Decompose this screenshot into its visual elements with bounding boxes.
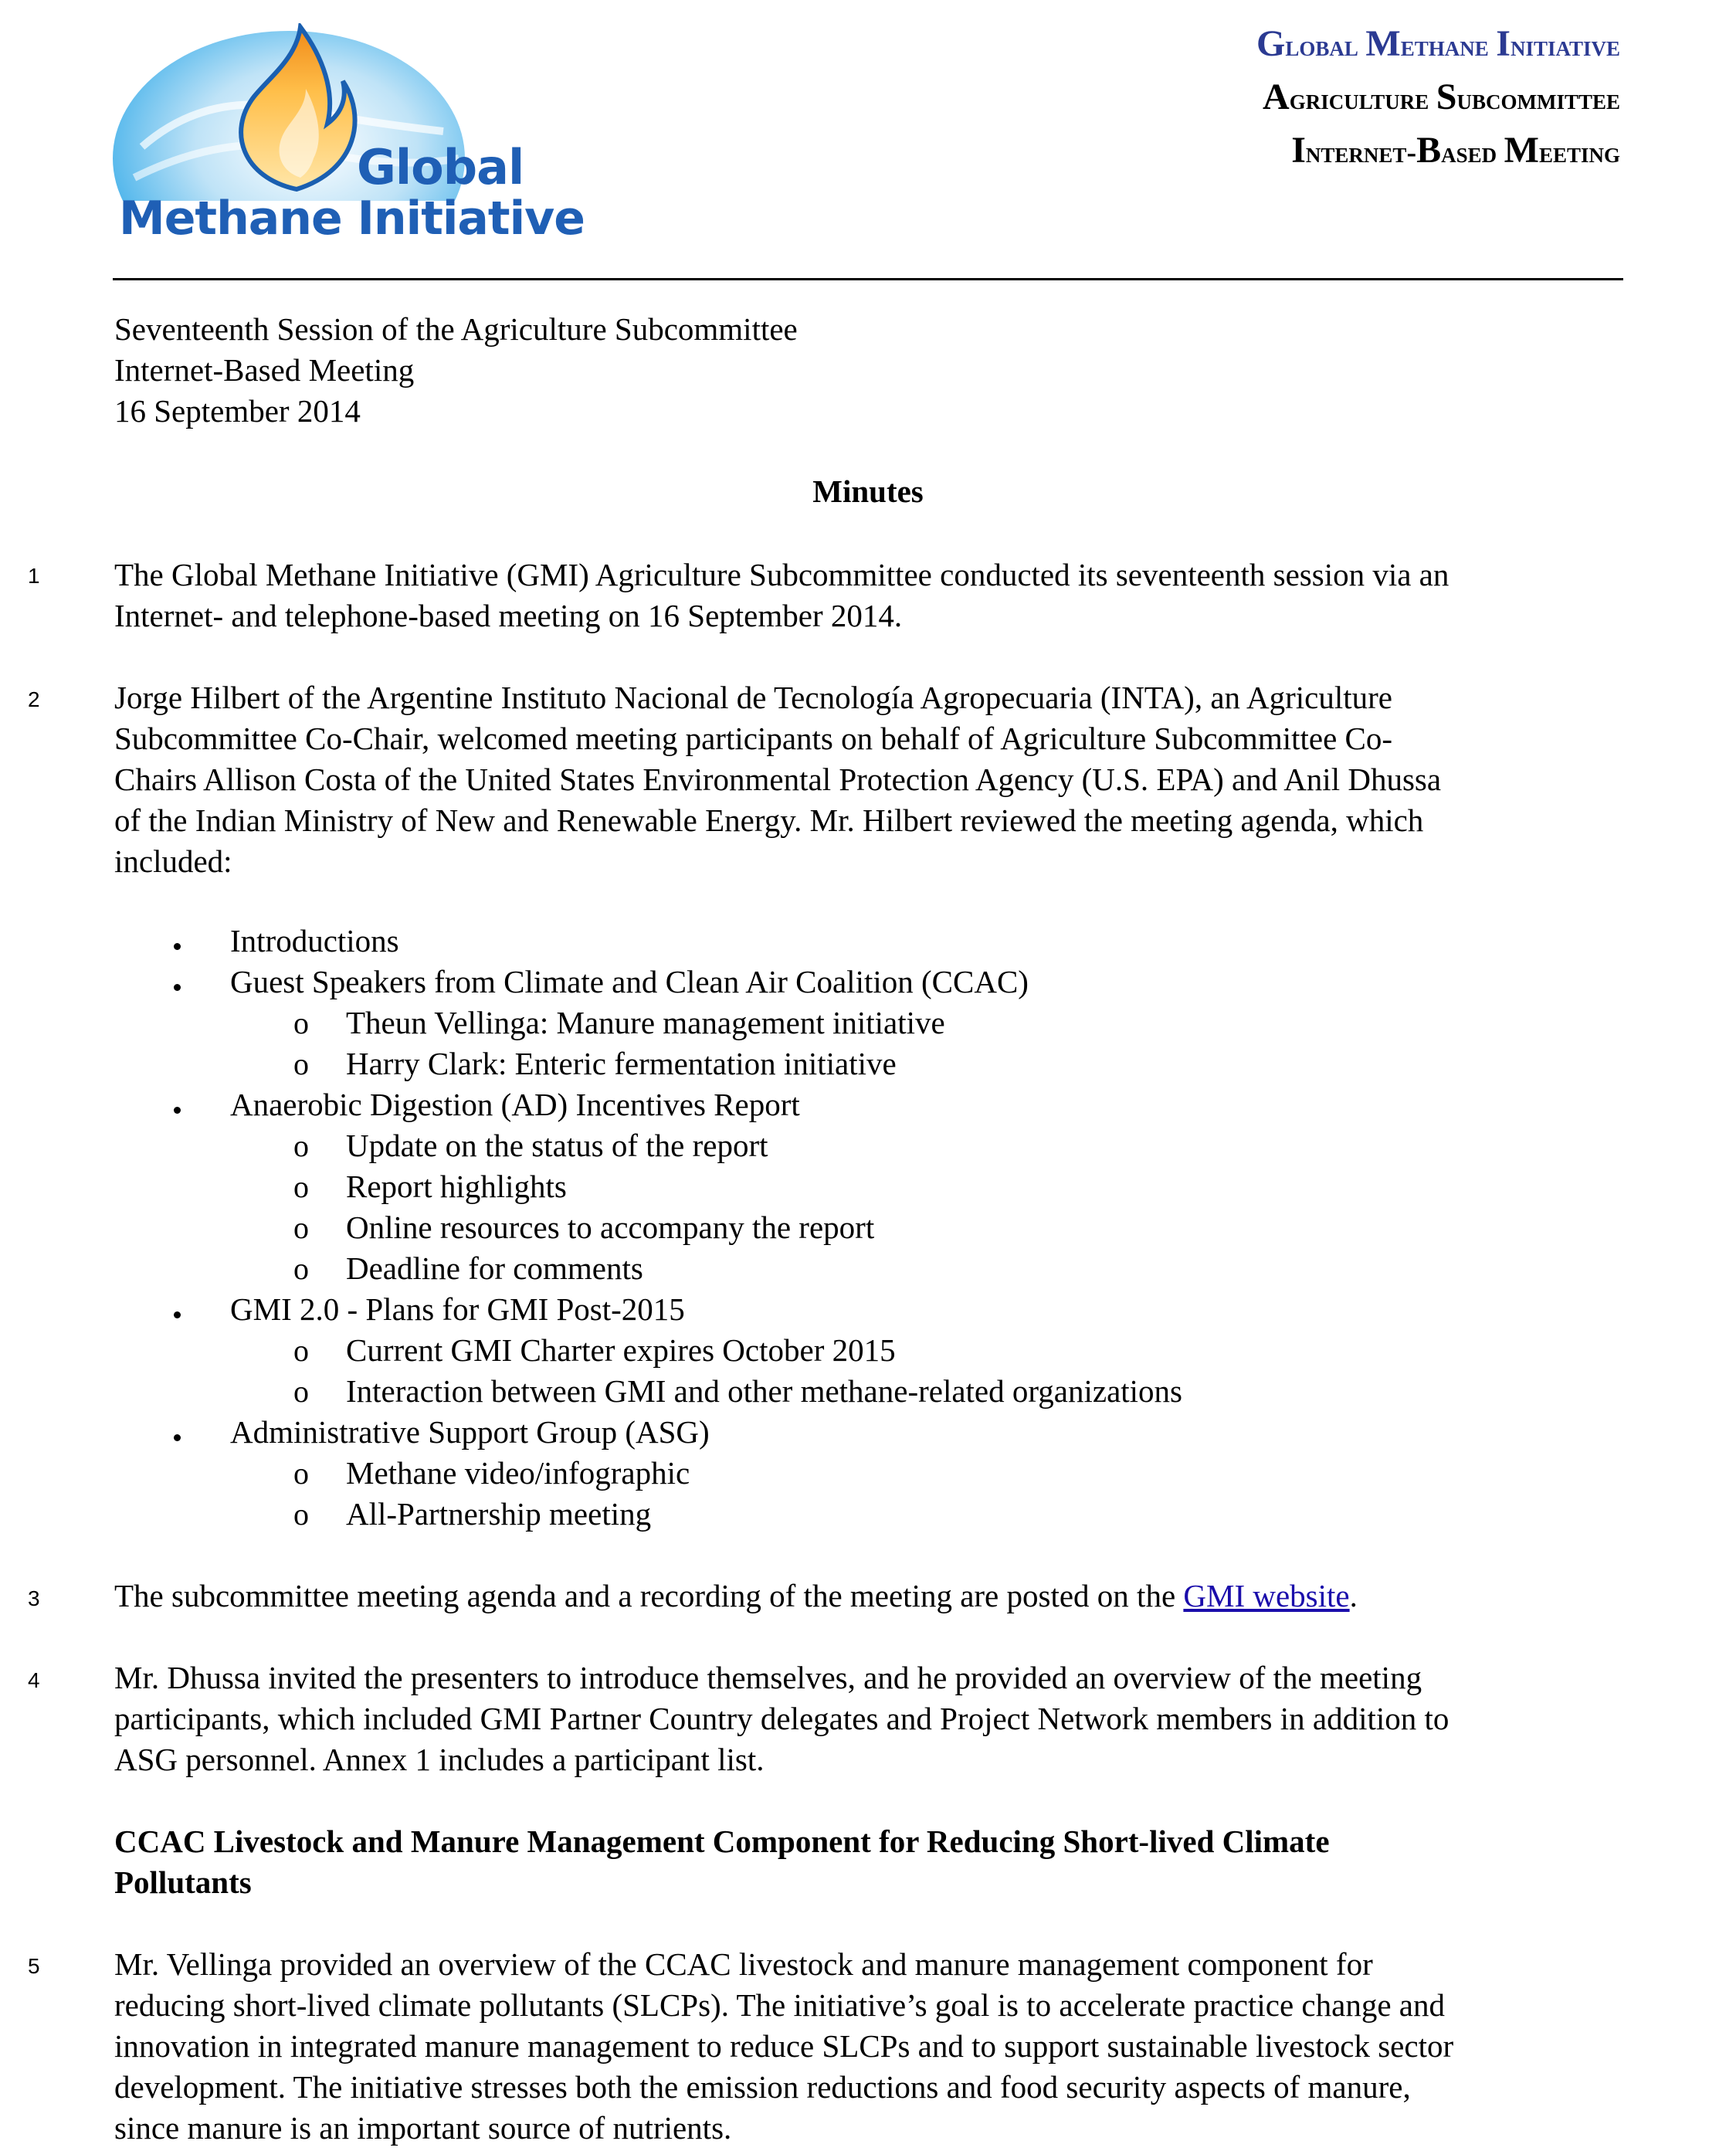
- text-span: .: [1349, 1578, 1358, 1613]
- session-info: [114, 309, 798, 432]
- gmi-logo: [111, 23, 585, 255]
- document-header: [1256, 19, 1620, 178]
- paragraph-4: [114, 1657, 1628, 1780]
- text-line: ASG personnel. Annex 1 includes a participant list.: [114, 1742, 765, 1777]
- paragraph-number: 1: [28, 564, 40, 588]
- header-divider: [113, 278, 1623, 280]
- text-line: development. The initiative stresses both the emission reductions and food security aspects of manure,: [114, 2069, 1411, 2105]
- sub-bullet-icon: o: [293, 1333, 309, 1368]
- paragraph-number: 5: [28, 1954, 40, 1978]
- paragraph-5: [114, 1944, 1628, 2149]
- text-line: since manure is an important source of nutrients.: [114, 2110, 732, 2146]
- sub-bullet-icon: o: [293, 1210, 309, 1245]
- bullet-icon: [174, 984, 181, 991]
- sub-bullet-icon: o: [293, 1128, 309, 1163]
- document-page: Global Methane Initiative Global Methane Initiative Agriculture Subcommittee Internet-Based Meeting Seventeenth Session of the Agriculture Subcommittee Internet-Based Meeting 16 September 2014 Minutes 1 The Global Methane Initiative (GMI) Agriculture Subcommittee conducted its seventeenth session via an Internet- and telephone-based meeting on 16 September 2014. 2 Jorge Hilbert of the Argentine Instituto Nacional de Tecnología Agropecuaria (INTA), an Agriculture Subcommittee Co-Chair, welcomed meeting participants on behalf of Agriculture Subcommittee Co- Chairs Allison Costa of the United States Environmental Protection Agency (U.S. EPA) and Anil Dhussa of the Indian Ministry of New and Renewable Energy. Mr. Hilbert reviewed the meeting agenda, which included: Introductions Guest Speakers from Climate and Clean Air Coalition (CCAC) o Theun Vellinga: Manure management initiative o Harry Clark: Enteric fermentation initiative Anaerobic Digestion (AD) Incentives Report o Update on the status of the report o Report highlights o Online resources to accompany the report o Deadline for comments GMI 2.0 - Plans for GMI Post-2015 o Current GMI Charter expires October 2015 o Interaction between GMI and other methane-related organizations Administrative Support Group (ASG) o Methane video/infographic o All-Partnership meeting 3 The subcommittee meeting agenda and a recording of the meeting are posted on the GMI website. 4 Mr. Dhussa invited the presenters to introduce themselves, and he provided an overview of the meeting participants, which included GMI Partner Country delegates and Project Network members in addition to ASG personnel. Annex 1 includes a participant list. CCAC Livestock and Manure Management Component for Reducing Short-lived Climate Pollutants 5 Mr. Vellinga provided an overview of the CCAC livestock and manure management component for reducing short-lived climate pollutants (SLCPs). The initiative’s goal is to accelerate practice change and innovation in integrated manure management to reduce SLCPs and to support sustainable livestock sector development. The initiative stresses both the emission reductions and food security aspects of manure, since manure is an important source of nutrients.: [0, 0, 1736, 2151]
- bullet-icon: [174, 1107, 181, 1114]
- paragraph-1: [114, 555, 1628, 636]
- sub-bullet-icon: o: [293, 1006, 309, 1040]
- header-meeting-type: Internet-Based Meeting: [1291, 130, 1620, 171]
- header-org: Global Methane Initiative: [1256, 23, 1620, 64]
- logo-methane-initiative-text: Methane Initiative: [119, 192, 585, 246]
- logo-global-text: Global: [357, 139, 524, 195]
- text-line: The Global Methane Initiative (GMI) Agriculture Subcommittee conducted its seventeenth session via an: [114, 557, 1449, 592]
- sub-bullet-icon: o: [293, 1497, 309, 1532]
- text-line: included:: [114, 843, 232, 879]
- paragraph-2: [114, 677, 1628, 882]
- heading-line: Pollutants: [114, 1864, 252, 1900]
- header-subcommittee: Agriculture Subcommittee: [1263, 76, 1620, 117]
- session-line: Seventeenth Session of the Agriculture Subcommittee: [114, 311, 798, 347]
- text-line: Subcommittee Co-Chair, welcomed meeting participants on behalf of Agriculture Subcommittee Co-: [114, 721, 1393, 756]
- text-line: participants, which included GMI Partner Country delegates and Project Network members in addition to: [114, 1701, 1449, 1736]
- text-line: Chairs Allison Costa of the United States Environmental Protection Agency (U.S. EPA) and Anil Dhussa: [114, 762, 1442, 797]
- heading-line: CCAC Livestock and Manure Management Component for Reducing Short-lived Climate: [114, 1824, 1330, 1859]
- paragraph-3: [114, 1576, 1628, 1617]
- paragraph-number: 4: [28, 1668, 40, 1692]
- date-line: 16 September 2014: [114, 393, 361, 429]
- sub-bullet-icon: o: [293, 1251, 309, 1286]
- bullet-icon: [174, 943, 181, 950]
- text-line: Internet- and telephone-based meeting on 16 September 2014.: [114, 598, 903, 633]
- page-title: Minutes: [812, 473, 924, 509]
- text-line: Mr. Vellinga provided an overview of the CCAC livestock and manure management component for: [114, 1946, 1373, 1982]
- sub-bullet-icon: o: [293, 1456, 309, 1491]
- sub-bullet-icon: o: [293, 1374, 309, 1409]
- text-span: The subcommittee meeting agenda and a recording of the meeting are posted on the: [114, 1578, 1184, 1613]
- text-line: innovation in integrated manure management to reduce SLCPs and to support sustainable livestock sector: [114, 2028, 1454, 2064]
- section-heading: [114, 1821, 1330, 1903]
- paragraph-number: 3: [28, 1586, 40, 1610]
- text-line: Mr. Dhussa invited the presenters to introduce themselves, and he provided an overview of the meeting: [114, 1660, 1422, 1695]
- text-line: of the Indian Ministry of New and Renewable Energy. Mr. Hilbert reviewed the meeting agenda, which: [114, 802, 1424, 838]
- bullet-icon: [174, 1434, 181, 1441]
- meeting-line: Internet-Based Meeting: [114, 352, 415, 388]
- text-line: Jorge Hilbert of the Argentine Instituto Nacional de Tecnología Agropecuaria (INTA), an Agriculture: [114, 680, 1392, 715]
- gmi-website-link[interactable]: GMI website: [1183, 1578, 1350, 1613]
- sub-bullet-icon: o: [293, 1047, 309, 1081]
- bullet-icon: [174, 1311, 181, 1318]
- paragraph-number: 2: [28, 687, 40, 711]
- sub-bullet-icon: o: [293, 1169, 309, 1204]
- text-line: reducing short-lived climate pollutants (SLCPs). The initiative’s goal is to accelerate practice change and: [114, 1987, 1445, 2023]
